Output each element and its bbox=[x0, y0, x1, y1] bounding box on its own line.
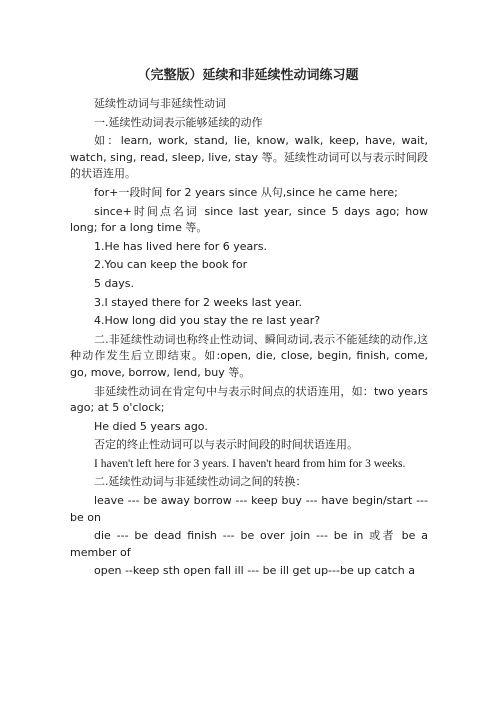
paragraph: 否定的终止性动词可以与表示时间段的时间状语连用。 bbox=[94, 438, 358, 452]
paragraph: 二.非延续性动词也称终止性动词、瞬间动词,表示不能延续的动作,这种动作发生后立即结束。如:open, die, close, begin, finish, come, go, move, borrow, lend, buy 等。 bbox=[70, 332, 428, 379]
paragraph: 5 days. bbox=[94, 276, 134, 290]
paragraph: 二.延续性动词与非延续性动词之间的转换： bbox=[94, 475, 307, 489]
paragraph: open --keep sth open fall ill --- be ill get up---be up catch a bbox=[94, 564, 416, 578]
paragraph: He died 5 years ago. bbox=[94, 419, 208, 433]
paragraph: 1.He has lived here for 6 years. bbox=[94, 239, 268, 253]
document-body bbox=[70, 96, 428, 582]
paragraph: die --- be dead finish --- be over join --- be in 或者 be a member of bbox=[70, 529, 428, 559]
paragraph: 延续性动词与非延续性动词 bbox=[94, 97, 226, 110]
paragraph: 一.延续性动词表示能够延续的动作 bbox=[94, 115, 263, 129]
paragraph: 4.How long did you stay the re last year? bbox=[94, 314, 321, 328]
paragraph: for+一段时间 for 2 years since 从句,since he came here; bbox=[94, 185, 398, 199]
page-title: （完整版）延续和非延续性动词练习题 bbox=[137, 68, 359, 83]
paragraph: leave --- be away borrow --- keep buy --- have begin/start --- be on bbox=[70, 494, 428, 524]
paragraph: 2.You can keep the book for bbox=[94, 258, 248, 272]
paragraph: I haven't left here for 3 years. I haven't heard from him for 3 weeks. bbox=[94, 457, 406, 470]
paragraph: 非延续性动词在肯定句中与表示时间点的状语连用，如：two years ago; at 5 o'clock; bbox=[70, 384, 428, 415]
paragraph: since+时间点名词 since last year, since 5 days ago; how long; for a long time 等。 bbox=[70, 204, 428, 235]
paragraph: 如：learn, work, stand, lie, know, walk, keep, have, wait, watch, sing, read, sleep, live, stay 等。延续性动词可以与表示时间段的状语连用。 bbox=[70, 134, 428, 181]
paragraph: 3.I stayed there for 2 weeks last year. bbox=[94, 295, 302, 309]
